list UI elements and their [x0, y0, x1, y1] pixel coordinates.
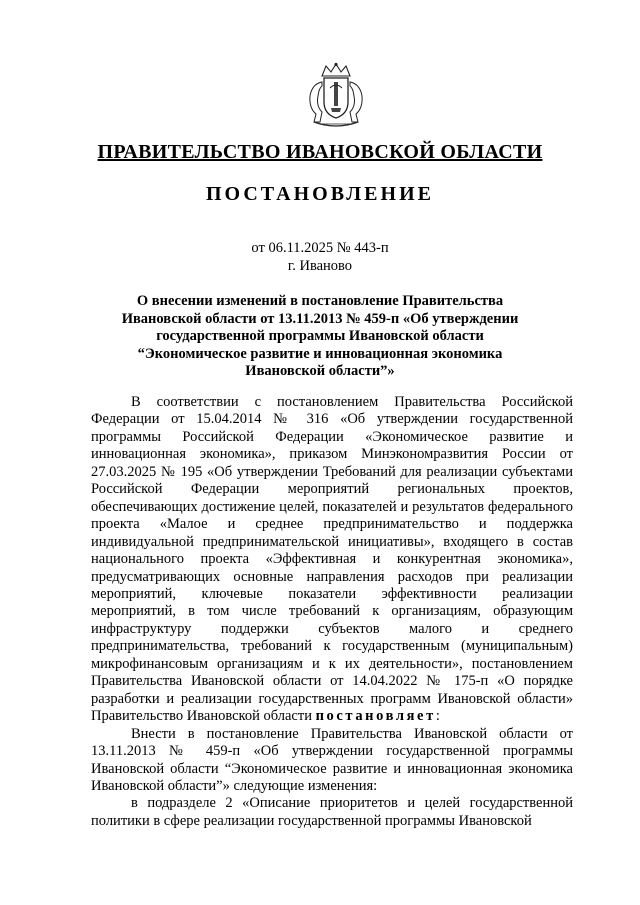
preamble-text: В соответствии с постановлением Правительства Российской Федерации от 15.04.2014 № 316 «Об утверждении государственной программы Российской Федерации «Экономическое развитие и инновационная экономика», приказом Минэкономразвития России от 27.03.2025 № 195 «Об утверждении Требований для реализации субъектами Российской Федерации мероприятий региональных проектов, обеспечивающих достижение целей, показателей и результатов федерального проекта «Малое и среднее предпринимательство и поддержка индивидуальной предпринимательской инициативы», входящего в состав национального проекта «Эффективная и конкурентная экономика», предусматривающих основные направления расходов при реализации мероприятий, ключевые показатели эффективности реализации мероприятий, в том числе требований к организациям, образующим инфраструктуру поддержки субъектов малого и среднего предпринимательства, требований к государственным (муниципальным) микрофинансовым организациям и к их деятельности», постановлением Правительства Ивановской области от 14.04.2022 № 175-п «О порядке разработки и реализации государственных программ Ивановской области» Правительство Ивановской области	[91, 394, 573, 725]
document-subject: О внесении изменений в постановление Правительства Ивановской области от 13.11.2013 № 459-п «Об утверждении государственной программы Ивановской области “Экономическое развитие и инновационная экономика Ивановской области”»	[121, 293, 519, 380]
document-body	[91, 394, 573, 830]
preamble-paragraph	[91, 394, 573, 726]
resolves-word: постановляет	[315, 708, 436, 725]
document-type: ПОСТАНОВЛЕНИЕ	[206, 183, 434, 205]
government-title: ПРАВИТЕЛЬСТВО ИВАНОВСКОЙ ОБЛАСТИ	[97, 141, 543, 163]
coat-of-arms-icon	[300, 62, 372, 130]
document-city: г. Иваново	[287, 258, 353, 274]
item-paragraph-1: Внести в постановление Правительства Ивановской области от 13.11.2013 № 459-п «Об утверждении государственной программы Ивановской области “Экономическое развитие и инновационная экономика Ивановской области”» следующие изменения:	[91, 725, 573, 794]
item-paragraph-2: в подразделе 2 «Описание приоритетов и целей государственной политики в сфере реализации государственной программы Ивановской	[91, 795, 573, 829]
document-date-number: от 06.11.2025 № 443-п	[251, 240, 389, 256]
resolves-colon: :	[435, 708, 440, 725]
